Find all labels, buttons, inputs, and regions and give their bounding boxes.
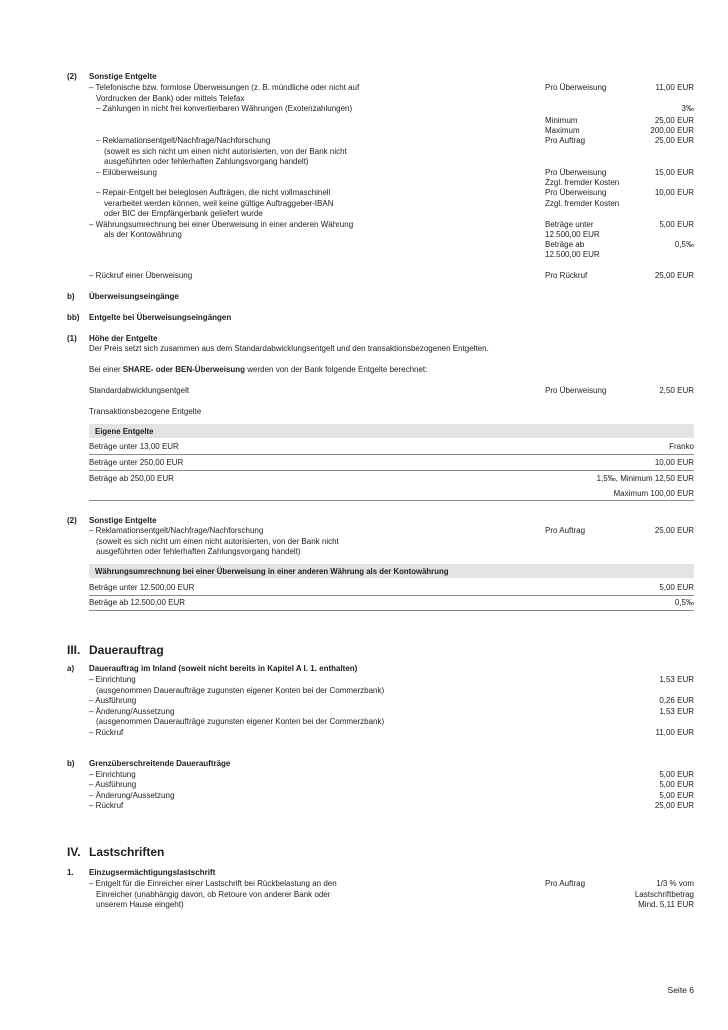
fee-unit: Pro Auftrag (545, 879, 586, 888)
body-text: Der Preis setzt sich zusammen aus dem Standardabwicklungsentgelt und den transaktionsbezogenen Entgelten. (89, 344, 489, 353)
fee-item-text: (soweit es sich nicht um einen nicht autorisierten, von der Bank nicht (96, 537, 339, 546)
page-number: Seite 6 (667, 985, 694, 995)
fee-item-text: (soweit es sich nicht um einen nicht autorisierten, von der Bank nicht (104, 147, 347, 156)
section-number: (2) (67, 72, 77, 81)
fee-item-text: – Rückruf einer Überweisung (89, 271, 193, 280)
table-row-value: 1,5‰, Minimum 12,50 EUR (596, 474, 694, 483)
fee-unit: Pro Überweisung (545, 168, 607, 177)
fee-unit: Zzgl. fremder Kosten (545, 178, 620, 187)
fee-unit: Minimum (545, 116, 578, 125)
fee-item-text: – Reklamationsentgelt/Nachfrage/Nachforschung (96, 136, 271, 145)
section-number: 1. (67, 868, 74, 877)
section-heading: Sonstige Entgelte (89, 72, 157, 81)
table-row-value: 5,00 EUR (659, 583, 694, 592)
fee-item-text: ausgeführten oder fehlerhaften Zahlungsvorgang handelt) (96, 547, 301, 556)
chapter-title: Dauerauftrag (89, 643, 164, 657)
fee-value: 25,00 EUR (654, 801, 694, 810)
fee-value: 5,00 EUR (659, 780, 694, 789)
table-divider (89, 500, 694, 501)
body-text-pre: Bei einer (89, 365, 123, 374)
fee-unit: Pro Überweisung (545, 188, 607, 197)
fee-item-text: – Ausführung (89, 696, 137, 705)
table-header-box (89, 424, 694, 438)
fee-unit: Pro Auftrag (545, 526, 586, 535)
fee-value: 5,00 EUR (659, 791, 694, 800)
chapter-number: III. (67, 643, 81, 657)
section-heading: Entgelte bei Überweisungseingängen (89, 313, 232, 322)
chapter-title: Lastschriften (89, 845, 165, 859)
fee-value: 5,00 EUR (659, 770, 694, 779)
section-number: b) (67, 292, 75, 301)
section-number: b) (67, 759, 75, 768)
fee-value: 10,00 EUR (654, 188, 694, 197)
fee-item-text: Transaktionsbezogene Entgelte (89, 407, 202, 416)
fee-value: 25,00 EUR (654, 136, 694, 145)
fee-value: 11,00 EUR (655, 728, 694, 737)
table-divider (89, 470, 694, 471)
fee-unit: Pro Überweisung (545, 386, 607, 395)
fee-value: 11,00 EUR (655, 83, 694, 92)
table-row-value: 10,00 EUR (654, 458, 694, 467)
section-heading: Dauerauftrag im Inland (soweit nicht bereits in Kapitel A I. 1. enthalten) (89, 664, 358, 673)
fee-item-text: – Ausführung (89, 780, 137, 789)
fee-unit: Beträge unter (545, 220, 594, 229)
fee-item-text: – Eilüberweisung (96, 168, 157, 177)
fee-unit: 12.500,00 EUR (545, 230, 600, 239)
fee-value: 0,5‰ (674, 240, 694, 249)
fee-unit: Zzgl. fremder Kosten (545, 199, 620, 208)
section-heading: Einzugsermächtigungslastschrift (89, 868, 216, 877)
table-row-label: Beträge unter 250,00 EUR (89, 458, 184, 467)
fee-item-text: – Reklamationsentgelt/Nachfrage/Nachforschung (89, 526, 264, 535)
fee-item-text: (ausgenommen Daueraufträge zugunsten eigener Konten bei der Commerzbank) (96, 686, 385, 695)
fee-unit: Beträge ab (545, 240, 585, 249)
section-heading: Sonstige Entgelte (89, 516, 157, 525)
section-heading: Grenzüberschreitende Daueraufträge (89, 759, 231, 768)
fee-value: 25,00 EUR (654, 526, 694, 535)
fee-item-text: als der Kontowährung (104, 230, 182, 239)
fee-item-text: Einreicher (unabhängig davon, ob Retoure von anderer Bank oder (96, 890, 331, 899)
table-row-label: Beträge ab 12.500,00 EUR (89, 598, 186, 607)
table-divider (89, 595, 694, 596)
table-divider (89, 610, 694, 611)
fee-item-text: unserem Hause eingeht) (96, 900, 184, 909)
fee-unit: Maximum (545, 126, 580, 135)
fee-item-text: – Änderung/Aussetzung (89, 707, 175, 716)
fee-value: 1,53 EUR (659, 707, 694, 716)
chapter-number: IV. (67, 845, 81, 859)
fee-value: 25,00 EUR (654, 271, 694, 280)
fee-item-text: – Entgelt für die Einreicher einer Lastschrift bei Rückbelastung an den (89, 879, 337, 888)
table-divider (89, 454, 694, 455)
table-row-label: Beträge unter 13,00 EUR (89, 442, 179, 451)
section-heading: Überweisungseingänge (89, 292, 179, 301)
body-text-post: werden von der Bank folgende Entgelte berechnet: (245, 365, 428, 374)
fee-value: 1/3 % vom (656, 879, 694, 888)
body-text-bold: SHARE- oder BEN-Überweisung (122, 365, 246, 374)
fee-value: 5,00 EUR (659, 220, 694, 229)
fee-item-text: – Rückruf (89, 728, 124, 737)
table-row-value: Maximum 100,00 EUR (613, 489, 694, 498)
fee-item-text: – Repair-Entgelt bei beleglosen Aufträgen, die nicht vollmaschinell (96, 188, 331, 197)
fee-item-text: – Einrichtung (89, 770, 136, 779)
fee-item-text: – Änderung/Aussetzung (89, 791, 175, 800)
fee-value: 2,50 EUR (659, 386, 694, 395)
fee-value: 25,00 EUR (654, 116, 694, 125)
fee-unit: Pro Rückruf (545, 271, 588, 280)
fee-item-text: oder BIC der Empfängerbank geliefert wurde (104, 209, 263, 218)
fee-value: Mind. 5,11 EUR (638, 900, 694, 909)
fee-item-text: – Einrichtung (89, 675, 136, 684)
section-number: bb) (67, 313, 80, 322)
fee-unit: Pro Überweisung (545, 83, 607, 92)
fee-item-text: – Rückruf (89, 801, 124, 810)
table-row-label: Beträge ab 250,00 EUR (89, 474, 174, 483)
fee-value: 3‰ (681, 104, 694, 113)
section-number: (2) (67, 516, 77, 525)
fee-unit: Pro Auftrag (545, 136, 586, 145)
body-text (89, 365, 427, 375)
table-row-label: Beträge unter 12.500,00 EUR (89, 583, 195, 592)
fee-item-text: Vordrucken der Bank) oder mittels Telefax (96, 94, 245, 103)
fee-unit: 12.500,00 EUR (545, 250, 600, 259)
fee-item-text: – Telefonische bzw. formlose Überweisungen (z. B. mündliche oder nicht auf (89, 83, 360, 92)
table-header-title: Währungsumrechnung bei einer Überweisung in einer anderen Währung als der Kontowährung (95, 567, 449, 576)
section-number: a) (67, 664, 75, 673)
table-row-value: Franko (669, 442, 694, 451)
fee-value: 1,53 EUR (659, 675, 694, 684)
section-number: (1) (67, 334, 77, 343)
fee-value: 0,26 EUR (659, 696, 694, 705)
fee-value: Lastschriftbetrag (634, 890, 694, 899)
fee-item-text: ausgeführten oder fehlerhaften Zahlungsvorgang handelt) (104, 157, 309, 166)
fee-item-text: verarbeitet werden können, weil keine gültige Auftraggeber-IBAN (104, 199, 334, 208)
fee-value: 15,00 EUR (654, 168, 694, 177)
section-heading: Höhe der Entgelte (89, 334, 158, 343)
fee-item-text: (ausgenommen Daueraufträge zugunsten eigener Konten bei der Commerzbank) (96, 717, 385, 726)
fee-item-text: Standardabwicklungsentgelt (89, 386, 190, 395)
table-header-title: Eigene Entgelte (95, 427, 154, 436)
fee-item-text: – Zahlungen in nicht frei konvertierbaren Währungen (Exotenzahlungen) (96, 104, 353, 113)
fee-value: 200,00 EUR (650, 126, 694, 135)
table-row-value: 0,5‰ (674, 598, 694, 607)
fee-item-text: – Währungsumrechnung bei einer Überweisung in einer anderen Währung (89, 220, 354, 229)
